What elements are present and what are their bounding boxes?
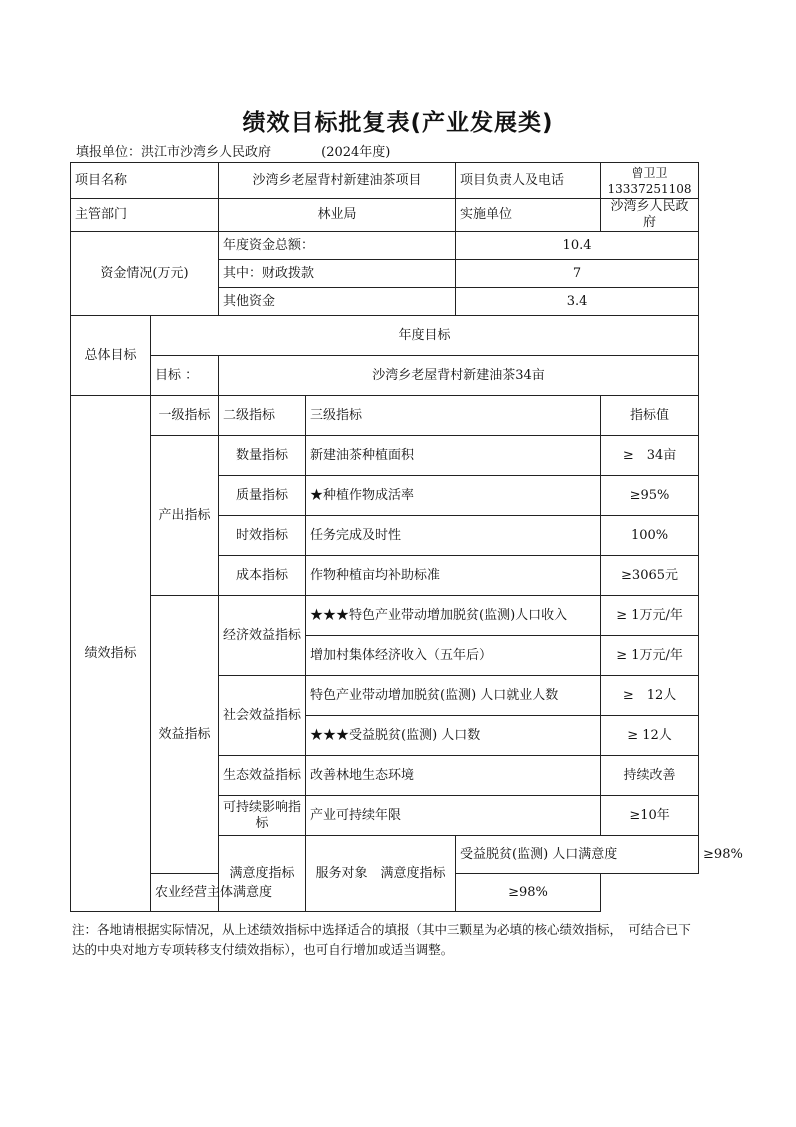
level1-header: 一级指标	[151, 396, 219, 436]
target-value: 沙湾乡老屋背村新建油茶34亩	[219, 356, 699, 396]
level2-cell: 数量指标	[219, 436, 306, 476]
level2-header: 二级指标	[219, 396, 306, 436]
funds-label: 资金情况(万元)	[71, 232, 219, 316]
page-title: 绩效目标批复表(产业发展类)	[242, 110, 554, 136]
value-cell: ≥ 12人	[601, 716, 699, 756]
impl-unit-label: 实施单位	[456, 199, 601, 232]
value-cell: ≥ 1万元/年	[601, 596, 699, 636]
table-row	[71, 396, 699, 436]
value-cell: 100%	[601, 516, 699, 556]
funds-total-label: 年度资金总额：	[219, 232, 456, 260]
level2-cell: 质量指标	[219, 476, 306, 516]
table-row	[71, 596, 699, 636]
form-header	[76, 141, 390, 160]
project-name-label: 项目名称	[71, 163, 219, 199]
overall-goal-label: 总体目标	[71, 316, 151, 396]
contact-phone: 13337251108	[607, 181, 692, 196]
level3-cell: 农业经营主体满意度	[151, 874, 306, 912]
project-contact-label: 项目负责人及电话	[456, 163, 601, 199]
sustainability-label: 可持续影响指标	[219, 796, 306, 836]
value-cell: ≥10年	[601, 796, 699, 836]
level3-cell: 任务完成及时性	[306, 516, 601, 556]
approval-table	[70, 162, 743, 912]
funds-fiscal-label: 其中：财政拨款	[219, 260, 456, 288]
level3-cell: ★★★特色产业带动增加脱贫(监测)人口收入	[306, 596, 601, 636]
table-row	[71, 163, 699, 199]
level3-cell: 作物种植亩均补助标准	[306, 556, 601, 596]
social-benefit-label: 社会效益指标	[219, 676, 306, 756]
level2-cell: 成本指标	[219, 556, 306, 596]
funds-total-value: 10.4	[456, 232, 699, 260]
value-cell: ≥95%	[601, 476, 699, 516]
value-cell: 持续改善	[601, 756, 699, 796]
level3-cell: 受益脱贫(监测) 人口满意度	[456, 836, 699, 874]
level3-cell: 改善林地生态环境	[306, 756, 601, 796]
reporting-unit: 填报单位：洪江市沙湾乡人民政府	[76, 145, 272, 160]
table-row	[71, 316, 699, 356]
table-row	[71, 436, 699, 476]
value-cell: ≥ 12人	[601, 676, 699, 716]
impl-unit-value: 沙湾乡人民政府	[601, 199, 699, 232]
target-label: 目标 ：	[151, 356, 219, 396]
contact-name: 曾卫卫	[631, 165, 668, 180]
service-satisfaction-label: 服务对象 满意度指标	[306, 836, 456, 912]
annual-goal-label: 年度目标	[151, 316, 699, 356]
dept-label: 主管部门	[71, 199, 219, 232]
funds-fiscal-value: 7	[456, 260, 699, 288]
benefit-indicators-label: 效益指标	[151, 596, 219, 874]
value-cell: ≥ 1万元/年	[601, 636, 699, 676]
project-contact-value	[601, 163, 699, 199]
footnote: 注：各地请根据实际情况，从上述绩效指标中选择适合的填报（其中三颗星为必填的核心绩效指标， 可结合已下达的中央对地方专项转移支付绩效指标），也可自行增加或适当调整。	[72, 922, 691, 957]
report-year: (2024年度)	[321, 145, 391, 160]
level3-header: 三级指标	[306, 396, 601, 436]
level3-cell: 增加村集体经济收入（五年后）	[306, 636, 601, 676]
satisfaction-indicators-label: 满意度指标	[219, 836, 306, 912]
project-name-value: 沙湾乡老屋背村新建油茶项目	[219, 163, 456, 199]
dept-value: 林业局	[219, 199, 456, 232]
perf-indicators-label: 绩效指标	[71, 396, 151, 912]
level2-cell: 时效指标	[219, 516, 306, 556]
value-cell: ≥3065元	[601, 556, 699, 596]
economic-benefit-label: 经济效益指标	[219, 596, 306, 676]
value-cell: ≥ 34亩	[601, 436, 699, 476]
level3-cell: 产业可持续年限	[306, 796, 601, 836]
value-cell: ≥98%	[456, 874, 601, 912]
level3-cell: ★★★受益脱贫(监测) 人口数	[306, 716, 601, 756]
table-row: 满意度指标 服务对象 满意度指标 受益脱贫(监测) 人口满意度 ≥98%	[71, 836, 699, 874]
value-header: 指标值	[601, 396, 699, 436]
table-row	[71, 199, 699, 232]
table-row	[71, 356, 699, 396]
funds-other-value: 3.4	[456, 288, 699, 316]
table-row	[71, 232, 699, 260]
output-indicators-label: 产出指标	[151, 436, 219, 596]
level3-cell: 新建油茶种植面积	[306, 436, 601, 476]
funds-other-label: 其他资金	[219, 288, 456, 316]
level3-cell: 特色产业带动增加脱贫(监测) 人口就业人数	[306, 676, 601, 716]
eco-benefit-label: 生态效益指标	[219, 756, 306, 796]
level3-cell: ★种植作物成活率	[306, 476, 601, 516]
